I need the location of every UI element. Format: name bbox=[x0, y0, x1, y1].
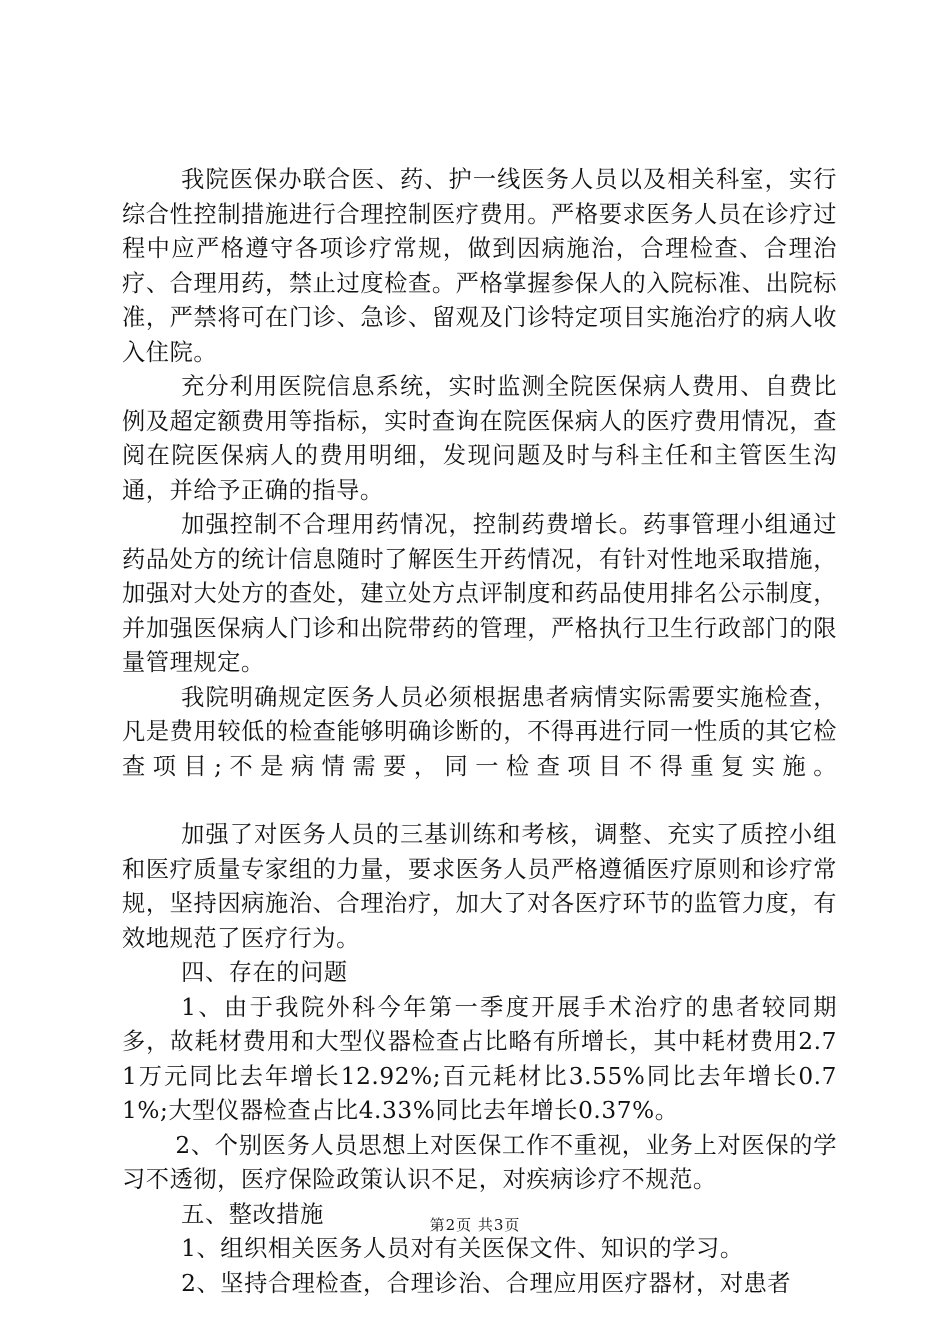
section-heading-problems: 四、存在的问题 bbox=[181, 959, 348, 986]
paragraph-examination-rules: 我院明确规定医务人员必须根据患者病情实际需要实施检查，凡是费用较低的检查能够明确诊断的，不得再进行同一性质的其它检查项目;不是病情需要，同一检查项目不得重复实施。 bbox=[122, 683, 837, 780]
section-heading-measures: 五、整改措施 bbox=[181, 1200, 324, 1228]
document-body bbox=[122, 163, 837, 1301]
paragraph-cost-control: 我院医保办联合医、药、护一线医务人员以及相关科室，实行综合性控制措施进行合理控制医疗费用。严格要求医务人员在诊疗过程中应严格遵守各项诊疗常规，做到因病施治，合理检查、合理治疗、合理用药，禁止过度检查。严格掌握参保人的入院标准、出院标准，严禁将可在门诊、急诊、留观及门诊特定项目实施治疗的病人收入住院。 bbox=[122, 166, 837, 366]
paragraph-problem-1: 1、由于我院外科今年第一季度开展手术治疗的患者较同期多，故耗材费用和大型仪器检查占比略有所增长，其中耗材费用2.71万元同比去年增长12.92%;百元耗材比3.55%同比去年增长0.71%;大型仪器检查占比4.33%同比去年增长0.37%。 bbox=[122, 993, 837, 1124]
page-number-footer: 第2页 共3页 bbox=[429, 1216, 521, 1234]
paragraph-problem-2: 2、个别医务人员思想上对医保工作不重视，业务上对医保的学习不透彻，医疗保险政策认识不足，对疾病诊疗不规范。 bbox=[122, 1131, 837, 1193]
paragraph-measure-2: 2、坚持合理检查，合理诊治、合理应用医疗器材，对患者 bbox=[181, 1269, 792, 1297]
paragraph-measure-1: 1、组织相关医务人员对有关医保文件、知识的学习。 bbox=[181, 1235, 744, 1262]
paragraph-training: 加强了对医务人员的三基训练和考核，调整、充实了质控小组和医疗质量专家组的力量，要求医务人员严格遵循医疗原则和诊疗常规，坚持因病施治、合理治疗，加大了对各医疗环节的监管力度，有效地规范了医疗行为。 bbox=[122, 821, 837, 952]
paragraph-information-system: 充分利用医院信息系统，实时监测全院医保病人费用、自费比例及超定额费用等指标，实时查询在院医保病人的医疗费用情况，查阅在院医保病人的费用明细，发现问题及时与科主任和主管医生沟通，并给予正确的指导。 bbox=[122, 373, 837, 504]
paragraph-drug-control: 加强控制不合理用药情况，控制药费增长。药事管理小组通过药品处方的统计信息随时了解医生开药情况，有针对性地采取措施，加强对大处方的查处，建立处方点评制度和药品使用排名公示制度，并加强医保病人门诊和出院带药的管理，严格执行卫生行政部门的限量管理规定。 bbox=[122, 511, 837, 676]
